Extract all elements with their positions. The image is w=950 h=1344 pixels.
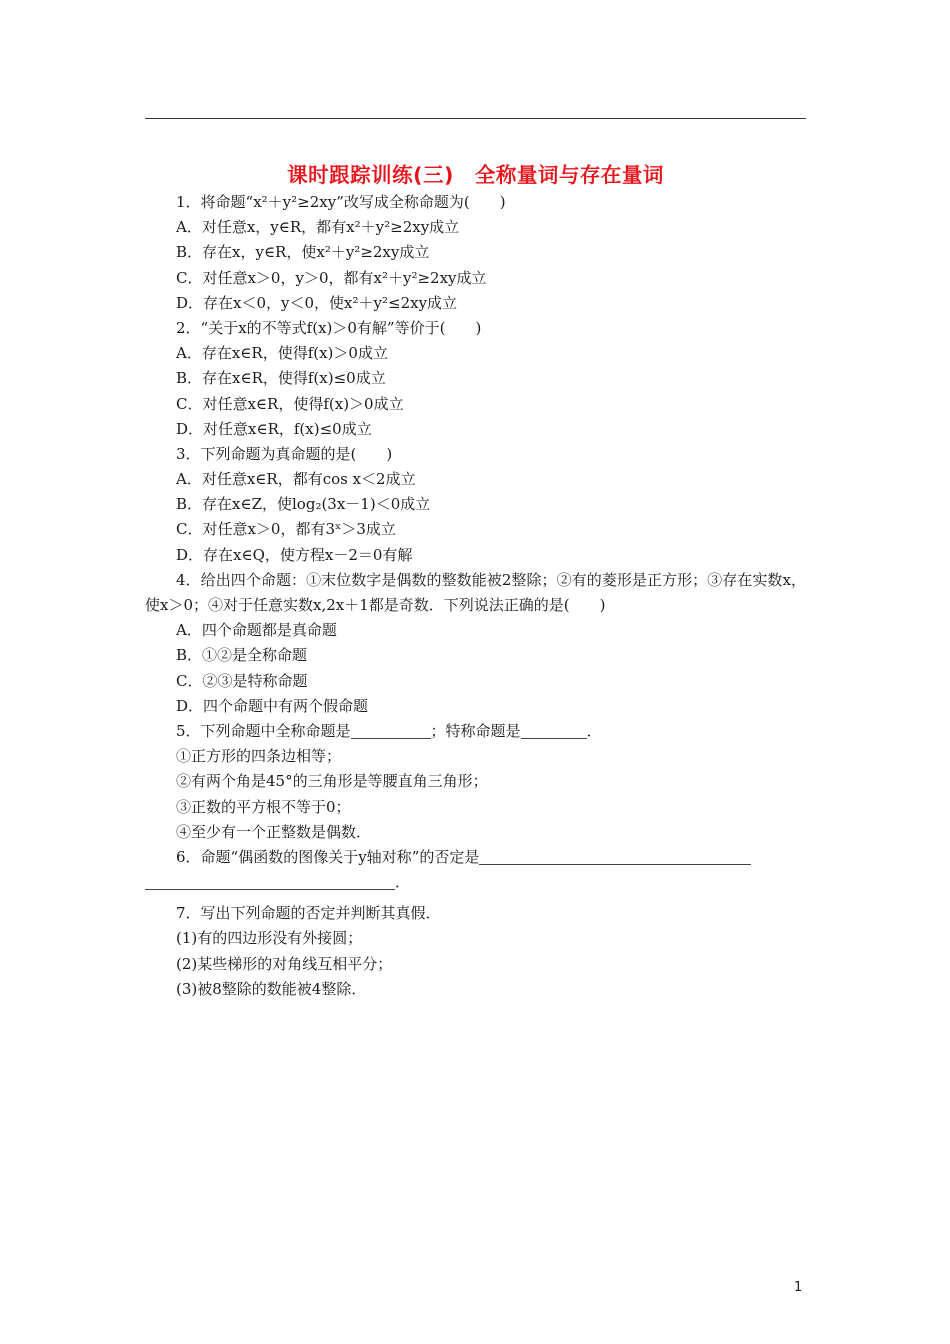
- question-2-option-a: A．存在x∈R，使得f(x)＞0成立: [176, 344, 388, 363]
- question-5-item-3: ③正数的平方根不等于0；: [176, 797, 351, 816]
- answer-blank-negation[interactable]: [479, 847, 751, 865]
- question-6-stem-text: 6．命题“偶函数的图像关于y轴对称”的否定是: [176, 847, 480, 866]
- question-1-option-c: C．对任意x＞0，y＞0，都有x²＋y²≥2xy成立: [176, 268, 487, 287]
- question-1-option-a: A．对任意x，y∈R，都有x²＋y²≥2xy成立: [176, 218, 460, 237]
- question-4-option-a: A．四个命题都是真命题: [176, 621, 337, 640]
- header-rule: [145, 118, 806, 119]
- question-5-stem-text: 5．下列命题中全称命题是: [176, 721, 351, 740]
- question-5-stem-text-2: ；特称命题是: [430, 721, 521, 740]
- document-body: [145, 190, 806, 1002]
- question-2-option-b: B．存在x∈R，使得f(x)≤0成立: [176, 369, 386, 388]
- question-6-end: ．: [395, 873, 411, 892]
- question-5-item-4: ④至少有一个正整数是偶数．: [176, 822, 372, 841]
- question-5-item-2: ②有两个角是45°的三角形是等腰直角三角形；: [176, 772, 488, 791]
- question-4-option-b: B．①②是全称命题: [176, 646, 308, 665]
- question-3-option-c: C．对任意x＞0，都有3ˣ＞3成立: [176, 520, 396, 539]
- question-5-stem-end: ．: [586, 721, 602, 740]
- page-title: 课时跟踪训练(三) 全称量词与存在量词: [287, 163, 664, 187]
- question-4-option-d: D．四个命题中有两个假命题: [176, 696, 369, 715]
- question-2-option-c: C．对任意x∈R，使得f(x)＞0成立: [176, 394, 404, 413]
- question-3-stem: 3．下列命题为真命题的是( ): [176, 444, 393, 463]
- question-7-item-3: (3)被8整除的数能被4整除．: [176, 979, 367, 998]
- question-6-continuation: [145, 870, 806, 895]
- question-7-item-2: (2)某些梯形的对角线互相平分；: [176, 954, 393, 973]
- question-5-item-1: ①正方形的四条边相等；: [176, 747, 342, 766]
- question-4-stem: 4．给出四个命题：①末位数字是偶数的整数能被2整除；②有的菱形是正方形；③存在实数x，使x＞0；④对于任意实数x,2x＋1都是奇数．下列说法正确的是( ): [145, 570, 806, 615]
- question-7-item-1: (1)有的四边形没有外接圆；: [176, 929, 363, 948]
- question-4-option-c: C．②③是特称命题: [176, 671, 308, 690]
- question-2-stem: 2．“关于x的不等式f(x)＞0有解”等价于( ): [176, 318, 482, 337]
- question-3-option-b: B．存在x∈Z，使log₂(3x－1)＜0成立: [176, 495, 431, 514]
- question-2-option-d: D．对任意x∈R，f(x)≤0成立: [176, 419, 372, 438]
- question-6-stem: [145, 845, 806, 870]
- answer-blank-universal[interactable]: [351, 721, 431, 739]
- question-1-option-d: D．存在x＜0，y＜0，使x²＋y²≤2xy成立: [176, 293, 458, 312]
- question-3-option-a: A．对任意x∈R，都有cos x＜2成立: [176, 470, 416, 489]
- question-3-option-d: D．存在x∈Q，使方程x－2＝0有解: [176, 545, 413, 564]
- page-number: 1: [794, 1280, 803, 1295]
- question-1-stem: 1．将命题“x²＋y²≥2xy”改写成全称命题为( ): [176, 193, 506, 211]
- question-7-stem: 7．写出下列命题的否定并判断其真假．: [176, 904, 441, 923]
- answer-blank-negation-cont[interactable]: [145, 872, 395, 890]
- question-1-option-b: B．存在x，y∈R，使x²＋y²≥2xy成立: [176, 243, 430, 262]
- question-5-stem: [145, 719, 806, 744]
- answer-blank-existential[interactable]: [521, 721, 587, 739]
